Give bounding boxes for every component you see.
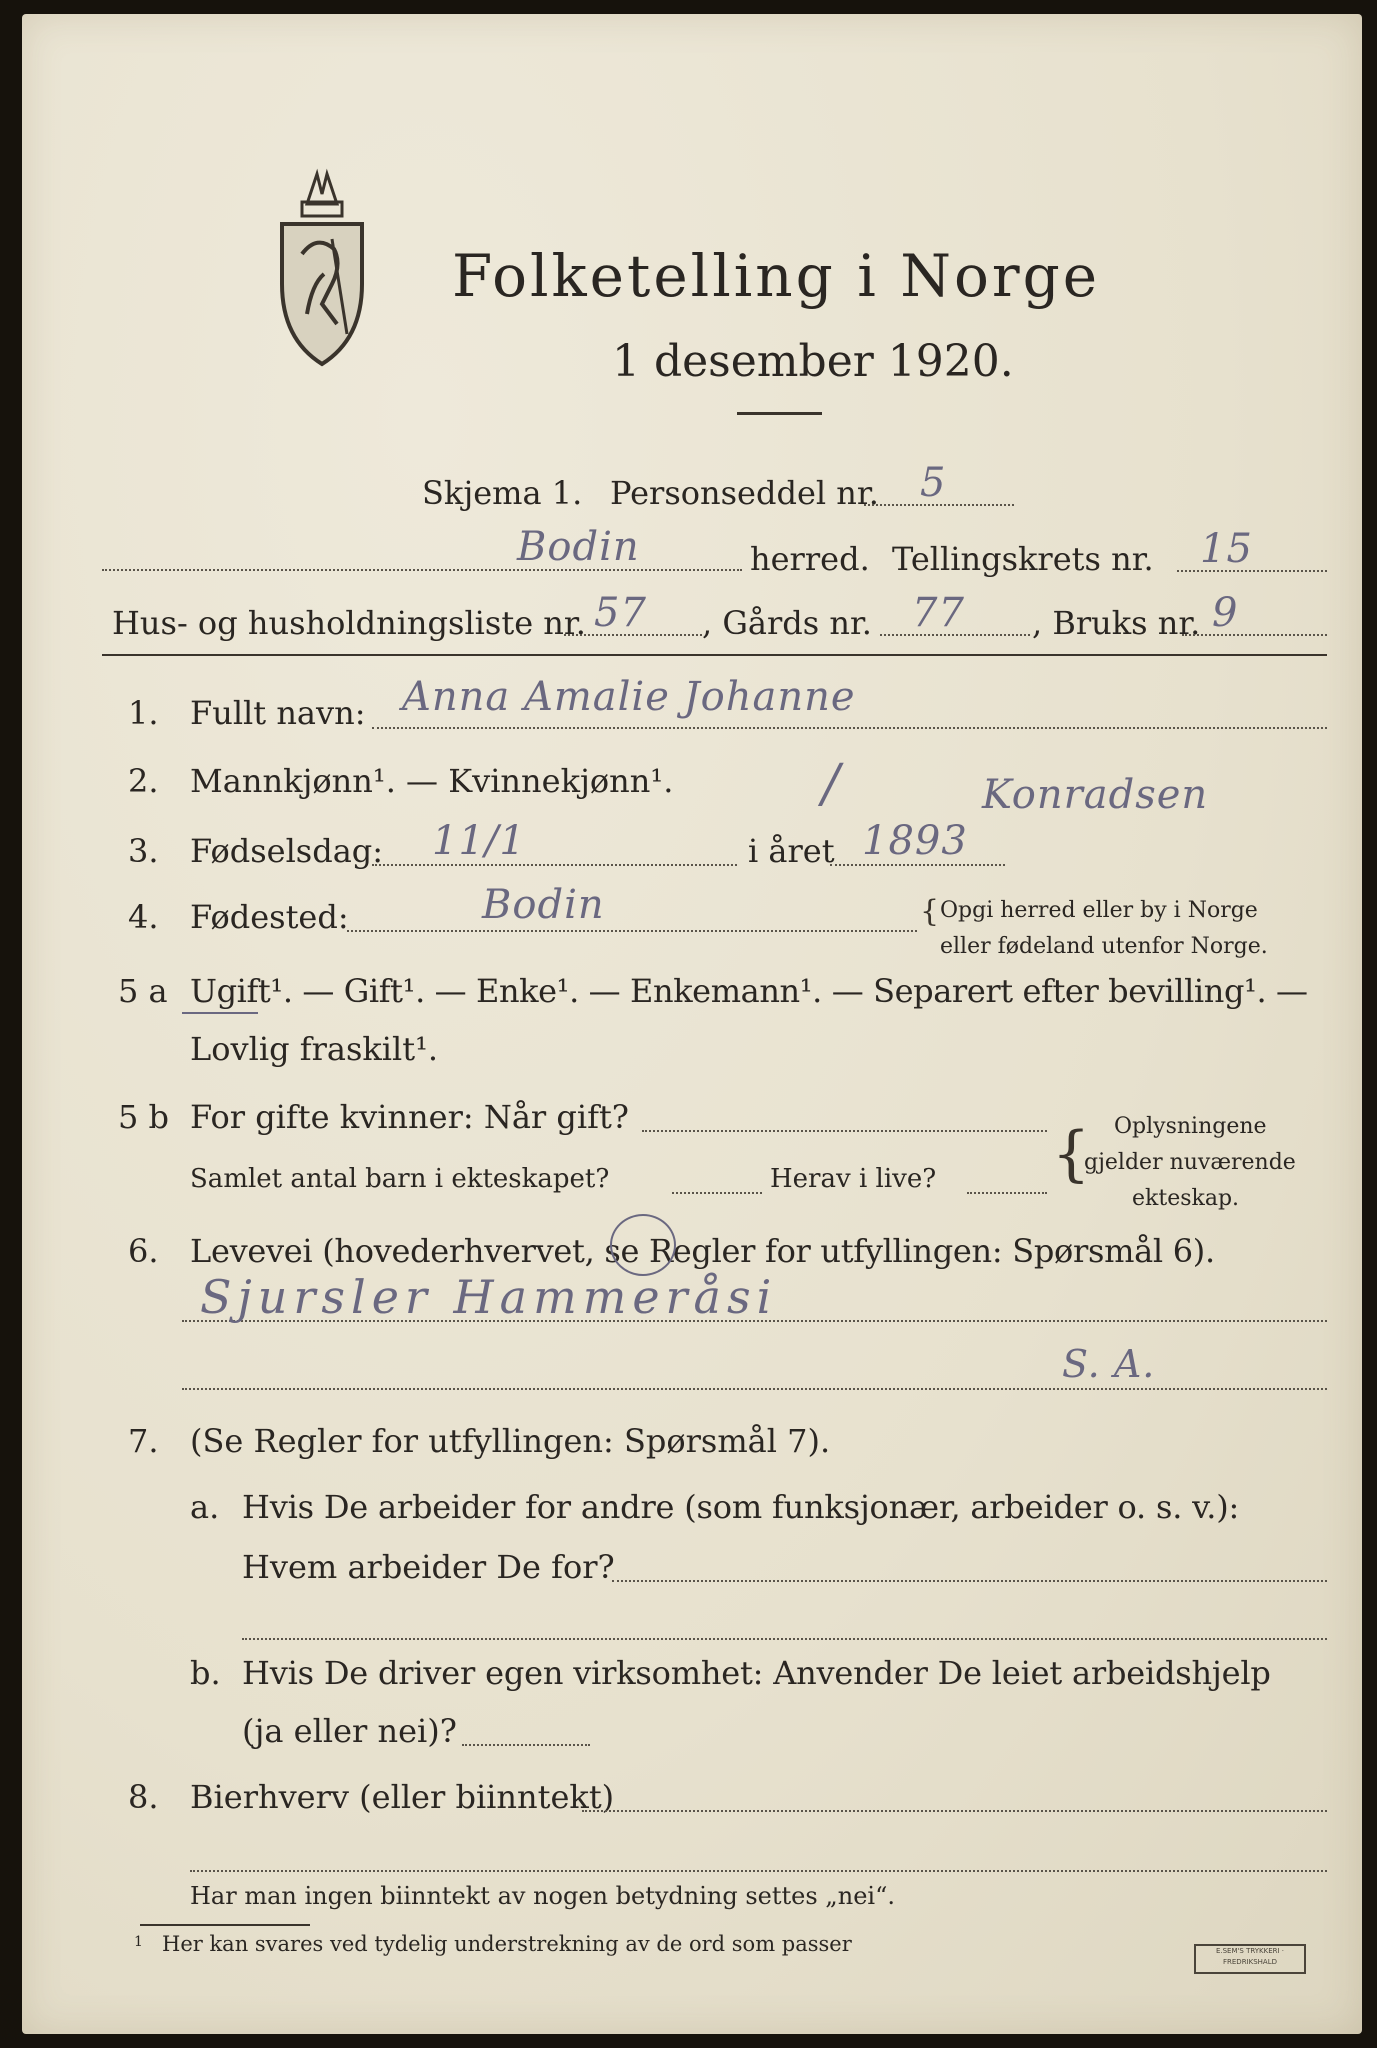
q5b-note-line3: ekteskap. [1132,1186,1240,1211]
arbeidshjelp-field[interactable] [462,1744,590,1746]
q1-number: 1. [128,694,159,732]
controller-mark: S. A. [1062,1342,1156,1386]
fodselsdag-field[interactable] [372,864,737,866]
q4-note-line2: eller fødeland utenfor Norge. [940,934,1268,959]
bierhverv-field-line2[interactable] [190,1870,1327,1872]
arbeidsgiver-field-line2[interactable] [242,1638,1327,1640]
kjonn-mark: / [822,754,841,814]
q4-number: 4. [128,898,159,936]
skjema-label: Skjema 1. [422,474,583,512]
q5b-brace: { [1052,1119,1091,1189]
bruks-label: , Bruks nr. [1032,604,1201,642]
fodested-field[interactable] [347,930,917,932]
fullt-navn-value: Anna Amalie Johanne [402,674,856,720]
q1-label: Fullt navn: [190,694,366,732]
q7a-line2: Hvem arbeider De for? [242,1548,615,1586]
gards-value: 77 [912,590,965,636]
q5b-ilive-label: Herav i live? [770,1164,937,1194]
kjonn-options[interactable]: Mannkjønn¹. — Kvinnekjønn¹. [190,762,674,800]
sivilstand-options[interactable]: Ugift¹. — Gift¹. — Enke¹. — Enkemann¹. — Separert efter bevilling¹. — [190,972,1308,1010]
q7b-line2: (ja eller nei)? [242,1712,457,1750]
footnote-text: Her kan svares ved tydelig understrekning av de ord som passer [162,1932,852,1956]
tellingskrets-label: Tellingskrets nr. [892,540,1154,578]
levevei-value: Sjursler Hammeråsi [200,1270,778,1324]
q4-brace: { [920,894,940,929]
q5b-note-line2: gjelder nuværende [1084,1150,1296,1175]
bruks-value: 9 [1212,590,1239,636]
form-date: 1 desember 1920. [612,336,1014,387]
q3-number: 3. [128,832,159,870]
q3-label: Fødselsdag: [190,832,384,870]
levevei-field-line2[interactable] [182,1388,1327,1390]
footer-note: Har man ingen biinntekt av nogen betydning settes „nei“. [190,1882,895,1910]
naar-gift-field[interactable] [642,1130,1047,1132]
q5b-barn-label: Samlet antal barn i ekteskapet? [190,1164,610,1194]
personseddel-value: 5 [920,460,947,506]
regler-circle [610,1214,676,1276]
herred-field[interactable] [102,569,742,571]
q4-note-line1: Opgi herred eller by i Norge [940,898,1258,923]
header-divider [102,654,1327,656]
census-form-page [22,14,1362,2034]
q6-number: 6. [128,1232,159,1270]
q5b-note-line1: Oplysningene [1114,1114,1267,1139]
tellingskrets-value: 15 [1200,526,1253,572]
q7b-letter: b. [190,1654,221,1692]
bruks-field[interactable] [1182,634,1327,636]
antal-barn-field[interactable] [672,1192,762,1194]
i-live-field[interactable] [967,1192,1047,1194]
fodselsaar-field[interactable] [830,864,1005,866]
fullt-navn-field[interactable] [372,727,1327,729]
title-divider [737,412,822,415]
fodselsaar-value: 1893 [862,818,968,864]
q5b-number: 5 b [118,1098,170,1136]
q6-label: Levevei (hovederhvervet, se Regler for utfyllingen: Spørsmål 6). [190,1232,1215,1270]
q5a-number: 5 a [118,972,168,1010]
bierhverv-field[interactable] [582,1810,1327,1812]
ugift-underline [182,1012,258,1014]
fodselsdag-value: 11/1 [432,818,526,864]
personseddel-label: Personseddel nr. [610,474,879,512]
q5b-label: For gifte kvinner: Når gift? [190,1098,629,1136]
q3-year-label: i året [748,832,835,870]
footer-divider [140,1924,310,1926]
coat-of-arms-icon [262,164,382,374]
q7-label: (Se Regler for utfyllingen: Spørsmål 7). [190,1422,831,1460]
husholdning-label: Hus- og husholdningsliste nr. [112,604,586,642]
q7a-line1: Hvis De arbeider for andre (som funksjonær, arbeider o. s. v.): [242,1488,1240,1526]
q8-number: 8. [128,1778,159,1816]
fullt-navn-surname: Konradsen [982,772,1209,818]
herred-value: Bodin [517,524,640,570]
herred-label: herred. [750,540,870,578]
q4-label: Fødested: [190,898,349,936]
arbeidsgiver-field[interactable] [612,1580,1327,1582]
fodested-value: Bodin [482,882,605,928]
form-title: Folketelling i Norge [452,242,1101,310]
gards-label: , Gårds nr. [702,604,872,642]
husholdning-value: 57 [594,590,647,636]
printer-stamp: E.SEM'S TRYKKERI · FREDRIKSHALD [1194,1944,1306,1974]
q7a-letter: a. [190,1488,220,1526]
q7b-line1: Hvis De driver egen virksomhet: Anvender De leiet arbeidshjelp [242,1654,1271,1692]
sivilstand-options-line2[interactable]: Lovlig fraskilt¹. [190,1030,439,1068]
q8-label: Bierhverv (eller biinntekt) [190,1778,615,1816]
q2-number: 2. [128,762,159,800]
q7-number: 7. [128,1422,159,1460]
footnote-mark: 1 [134,1934,143,1950]
